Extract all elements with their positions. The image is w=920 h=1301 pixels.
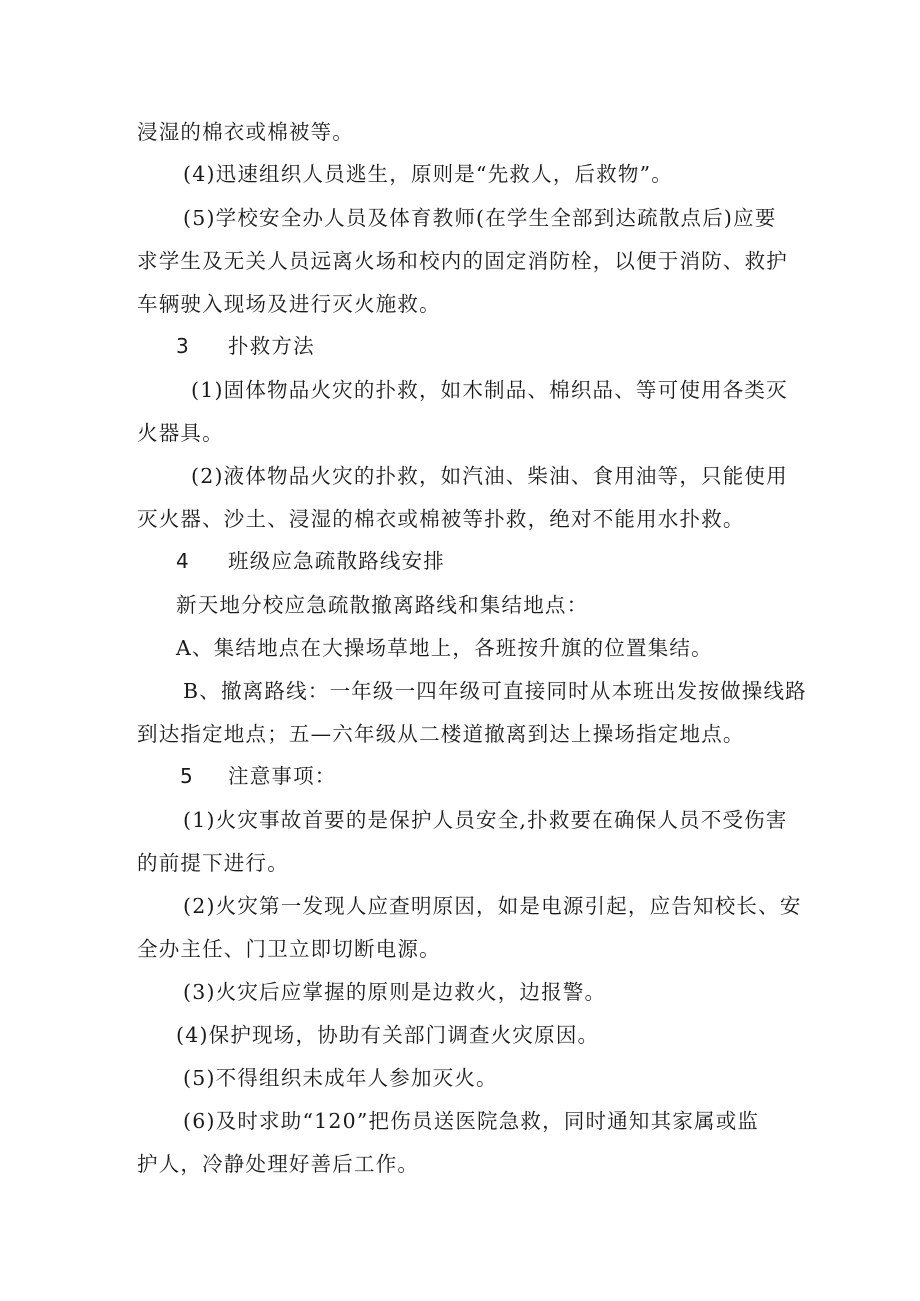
text-line: (5)不得组织未成年人参加灭火。 xyxy=(183,1066,498,1090)
text-line: 护人，冷静处理好善后工作。 xyxy=(137,1152,420,1176)
text-line: 求学生及无关人员远离火场和校内的固定消防栓，以便于消防、救护 xyxy=(137,249,788,273)
text-line: (6)及时求助“120”把伤员送医院急救，同时通知其家属或监 xyxy=(183,1109,760,1133)
text-line: (1)固体物品火灾的扑救，如木制品、棉织品、等可使用各类灭 xyxy=(191,378,788,402)
text-line: (5)学校安全办人员及体育教师(在学生全部到达疏散点后)应要 xyxy=(183,206,777,230)
text-line: 车辆驶入现场及进行灭火施救。 xyxy=(137,292,441,316)
text-line: 全办主任、门卫立即切断电源。 xyxy=(137,937,441,961)
text-line: 灭火器、沙土、浸湿的棉衣或棉被等扑救，绝对不能用水扑救。 xyxy=(137,507,745,531)
text-line: A、集结地点在大操场草地上，各班按升旗的位置集结。 xyxy=(176,636,713,660)
text-line: (1)火灾事故首要的是保护人员安全,扑救要在确保人员不受伤害 xyxy=(183,808,788,832)
text-line: (2)火灾第一发现人应查明原因，如是电源引起，应告知校长、安 xyxy=(183,894,802,918)
text-line: B、撤离路线：一年级一四年级可直接同时从本班出发按做操线路 xyxy=(183,679,807,703)
text-line: (4)保护现场，协助有关部门调查火灾原因。 xyxy=(176,1023,600,1047)
section-title: 班级应急疏散路线安排 xyxy=(228,549,445,573)
text-line: 到达指定地点；五—六年级从二楼道撤离到达上操场指定地点。 xyxy=(137,722,745,746)
text-line: 的前提下进行。 xyxy=(137,851,289,875)
text-line: 新天地分校应急疏散撤离路线和集结地点： xyxy=(176,593,589,617)
section-number: 3 xyxy=(176,334,189,358)
text-line: 浸湿的棉衣或棉被等。 xyxy=(137,120,354,144)
text-line: 火器具。 xyxy=(137,421,224,445)
section-number: 4 xyxy=(176,549,189,573)
section-title: 扑救方法 xyxy=(228,334,315,358)
text-line: (2)液体物品火灾的扑救，如汽油、柴油、食用油等，只能使用 xyxy=(191,464,788,488)
section-number: 5 xyxy=(180,764,193,788)
text-line: (4)迅速组织人员逃生，原则是“先救人，后救物”。 xyxy=(183,162,673,186)
section-title: 注意事项： xyxy=(228,764,337,788)
text-line: (3)火灾后应掌握的原则是边救火，边报警。 xyxy=(183,980,607,1004)
